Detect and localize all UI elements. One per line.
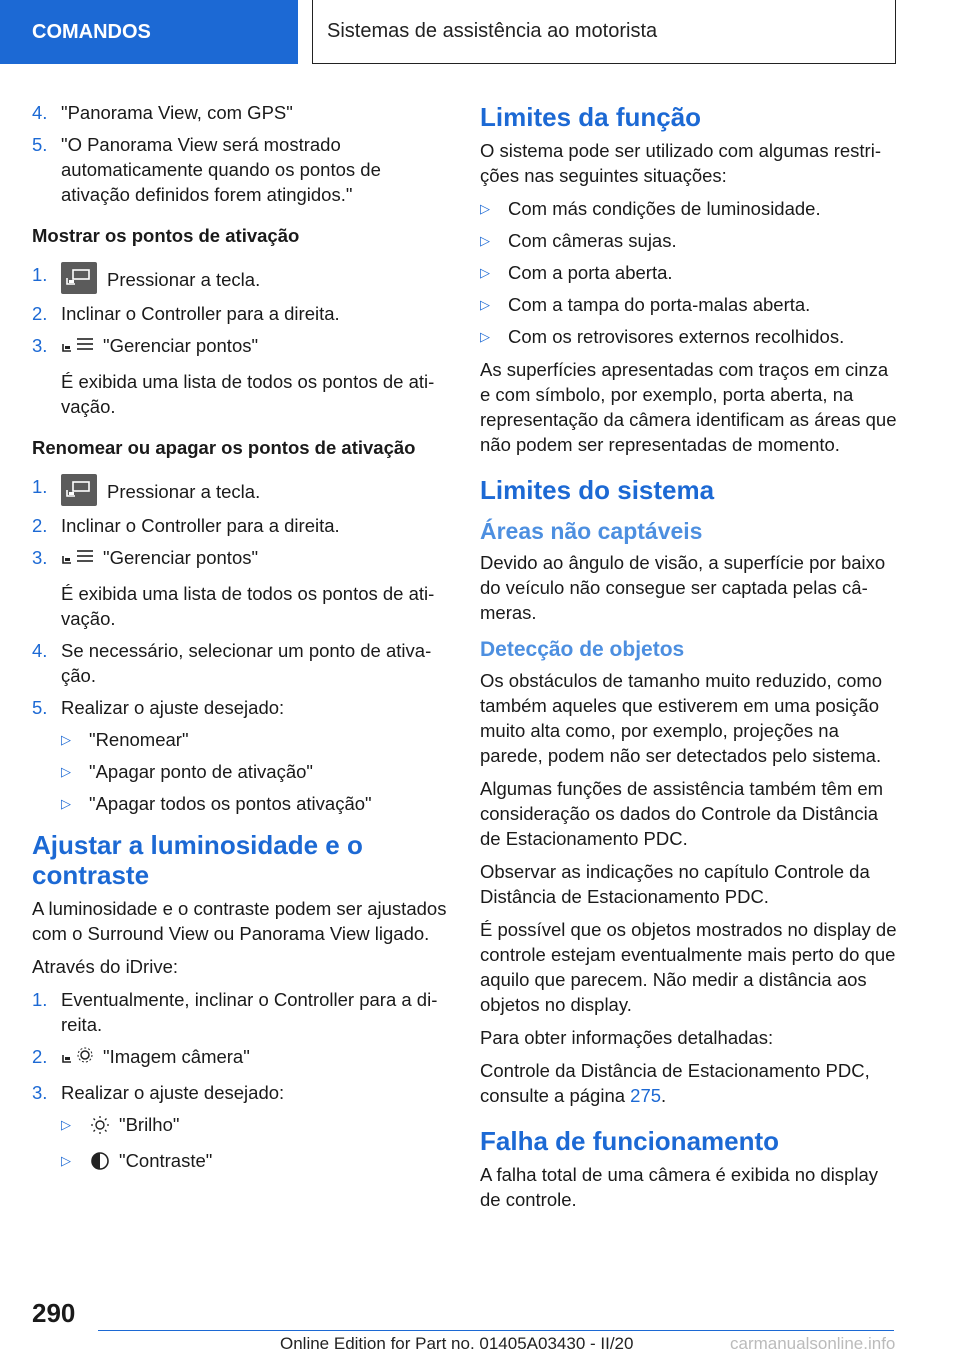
list-item bbox=[32, 1044, 450, 1073]
item-text: Eventualmente, inclinar o Controller para a direita. bbox=[61, 989, 438, 1035]
detection-paragraph-5: Para obter informações detalhadas: bbox=[480, 1027, 774, 1048]
left-column bbox=[32, 100, 450, 1185]
detection-paragraph-2: Algumas funções de assistência também têm em consideração os dados do Controle da Distância de Estacionamento PDC. bbox=[480, 778, 884, 849]
list-item bbox=[32, 695, 450, 816]
list-item bbox=[480, 292, 898, 317]
camera-button-icon bbox=[61, 474, 97, 506]
item-text: Realizar o ajuste desejado: bbox=[61, 697, 285, 718]
triangle-bullet-icon: ▷ bbox=[480, 201, 490, 216]
rename-points-steps bbox=[32, 474, 450, 816]
item-number: 5. bbox=[32, 134, 48, 155]
list-item bbox=[480, 196, 898, 221]
show-points-steps bbox=[32, 262, 450, 419]
item-text: Com más condições de luminosidade. bbox=[508, 198, 821, 219]
triangle-bullet-icon: ▷ bbox=[480, 329, 490, 344]
list-item bbox=[32, 513, 450, 538]
limits-function-heading: Limites da função bbox=[480, 102, 702, 132]
triangle-bullet-icon: ▷ bbox=[61, 1117, 71, 1132]
triangle-bullet-icon: ▷ bbox=[480, 265, 490, 280]
detection-paragraph-4: É possível que os objetos mostrados no display de controle estejam eventualmente mais perto do que aquilo que parecem. Não medir a distância aos objetos no display. bbox=[480, 919, 897, 1015]
list-item bbox=[480, 324, 898, 349]
reference-end: . bbox=[661, 1085, 667, 1106]
item-number: 2. bbox=[32, 1046, 48, 1067]
footer-divider bbox=[98, 1330, 894, 1331]
brightness-icon bbox=[89, 1115, 111, 1141]
item-number: 4. bbox=[32, 640, 48, 661]
item-text: "Brilho" bbox=[119, 1114, 180, 1135]
list-item bbox=[61, 791, 450, 816]
item-number: 1. bbox=[32, 989, 48, 1010]
manage-points-icon bbox=[61, 548, 95, 574]
camera-settings-icon bbox=[61, 1047, 95, 1073]
triangle-bullet-icon: ▷ bbox=[61, 732, 71, 747]
limits-list bbox=[480, 196, 898, 349]
reference-text: Controle da Distância de Estacionamento PDC, consulte a página bbox=[480, 1060, 870, 1106]
item-text: Pressionar a tecla. bbox=[107, 481, 261, 502]
list-item bbox=[32, 100, 450, 125]
item-number: 3. bbox=[32, 547, 48, 568]
triangle-bullet-icon: ▷ bbox=[480, 297, 490, 312]
limits-paragraph-2: As superfícies apresentadas com traços em cinza e com símbolo, por exemplo, porta aberta, na representação da câmera identificam as áreas que não podem ser representadas de momento. bbox=[480, 359, 897, 455]
item-subtext: É exibida uma lista de todos os pontos de ativação. bbox=[61, 371, 435, 417]
item-number: 3. bbox=[32, 1082, 48, 1103]
show-points-heading: Mostrar os pontos de ativação bbox=[32, 225, 300, 246]
list-item bbox=[32, 474, 450, 506]
item-number: 5. bbox=[32, 697, 48, 718]
adjust-options bbox=[61, 1112, 450, 1177]
list-item bbox=[32, 262, 450, 294]
list-item bbox=[32, 545, 450, 631]
item-text: "Panorama View, com GPS" bbox=[61, 102, 293, 123]
detection-paragraph-6 bbox=[480, 1058, 898, 1108]
item-text: Com a porta aberta. bbox=[508, 262, 673, 283]
list-item bbox=[32, 301, 450, 326]
contrast-icon bbox=[89, 1151, 111, 1177]
detection-heading: Detecção de objetos bbox=[480, 638, 685, 661]
chapter-title: Sistemas de assistência ao motorista bbox=[312, 0, 896, 64]
malfunction-heading: Falha de funcionamento bbox=[480, 1126, 780, 1156]
item-text: Inclinar o Controller para a direita. bbox=[61, 303, 340, 324]
rename-options bbox=[61, 727, 450, 816]
item-text: "Gerenciar pontos" bbox=[103, 547, 259, 568]
section-tab: COMANDOS bbox=[0, 0, 298, 64]
item-number: 2. bbox=[32, 303, 48, 324]
item-text: "Apagar ponto de ativação" bbox=[89, 761, 313, 782]
adjust-heading: Ajustar a luminosidade e o contraste bbox=[32, 830, 363, 890]
watermark: carmanualsonline.info bbox=[730, 1334, 896, 1353]
list-item bbox=[32, 987, 450, 1037]
triangle-bullet-icon: ▷ bbox=[61, 796, 71, 811]
limits-paragraph: O sistema pode ser utilizado com algumas restrições nas seguintes situações: bbox=[480, 140, 881, 186]
list-item bbox=[32, 638, 450, 688]
list-item bbox=[61, 1148, 450, 1177]
item-text: "Contraste" bbox=[119, 1150, 213, 1171]
item-text: "Renomear" bbox=[89, 729, 189, 750]
manage-points-icon bbox=[61, 336, 95, 362]
footer-edition: Online Edition for Part no. 01405A03430 - II/20 bbox=[280, 1334, 634, 1353]
adjust-paragraph: A luminosidade e o contraste podem ser ajustados com o Surround View ou Panorama View ligado. bbox=[32, 898, 447, 944]
triangle-bullet-icon: ▷ bbox=[61, 1153, 71, 1168]
rename-points-heading: Renomear ou apagar os pontos de ativação bbox=[32, 437, 416, 458]
triangle-bullet-icon: ▷ bbox=[61, 764, 71, 779]
item-number: 1. bbox=[32, 264, 48, 285]
malfunction-paragraph: A falha total de uma câmera é exibida no display de controle. bbox=[480, 1164, 878, 1210]
list-item bbox=[480, 260, 898, 285]
item-text: Com os retrovisores externos recolhidos. bbox=[508, 326, 845, 347]
page-number: 290 bbox=[32, 1298, 76, 1328]
item-text: "Gerenciar pontos" bbox=[103, 335, 259, 356]
item-text: Pressionar a tecla. bbox=[107, 269, 261, 290]
triangle-bullet-icon: ▷ bbox=[480, 233, 490, 248]
item-text: Realizar o ajuste desejado: bbox=[61, 1082, 285, 1103]
list-item bbox=[61, 1112, 450, 1141]
adjust-steps bbox=[32, 987, 450, 1177]
list-item bbox=[32, 132, 450, 207]
detection-paragraph-1: Os obstáculos de tamanho muito reduzido, como também aqueles que estiverem em uma posição muito alta como, por exemplo, projeções na parede, podem não ser detectados pelo sistema. bbox=[480, 670, 883, 766]
item-text: "Imagem câmera" bbox=[103, 1046, 250, 1067]
right-column bbox=[480, 100, 898, 1220]
list-item bbox=[61, 727, 450, 752]
detection-paragraph-3: Observar as indicações no capítulo Controle da Distância de Estacionamento PDC. bbox=[480, 861, 870, 907]
item-number: 2. bbox=[32, 515, 48, 536]
item-number: 4. bbox=[32, 102, 48, 123]
item-text: Se necessário, selecionar um ponto de ativação. bbox=[61, 640, 432, 686]
page-reference-link[interactable]: 275 bbox=[630, 1085, 662, 1106]
item-text: Com a tampa do porta-malas aberta. bbox=[508, 294, 811, 315]
item-text: Inclinar o Controller para a direita. bbox=[61, 515, 340, 536]
item-subtext: É exibida uma lista de todos os pontos de ativação. bbox=[61, 583, 435, 629]
camera-button-icon bbox=[61, 262, 97, 294]
intro-list bbox=[32, 100, 450, 207]
list-item bbox=[61, 759, 450, 784]
list-item bbox=[32, 333, 450, 419]
list-item bbox=[480, 228, 898, 253]
areas-paragraph: Devido ao ângulo de visão, a superfície por baixo do veículo não consegue ser captada pelas câmeras. bbox=[480, 552, 886, 623]
list-item bbox=[32, 1080, 450, 1177]
item-number: 3. bbox=[32, 335, 48, 356]
item-text: "O Panorama View será mostrado automaticamente quando os pontos de ativação definidos forem atingidos." bbox=[61, 134, 381, 205]
adjust-idrive-label: Através do iDrive: bbox=[32, 956, 178, 977]
areas-heading: Áreas não captáveis bbox=[480, 518, 703, 544]
item-number: 1. bbox=[32, 476, 48, 497]
system-limits-heading: Limites do sistema bbox=[480, 475, 715, 505]
item-text: "Apagar todos os pontos ativação" bbox=[89, 793, 372, 814]
item-text: Com câmeras sujas. bbox=[508, 230, 677, 251]
